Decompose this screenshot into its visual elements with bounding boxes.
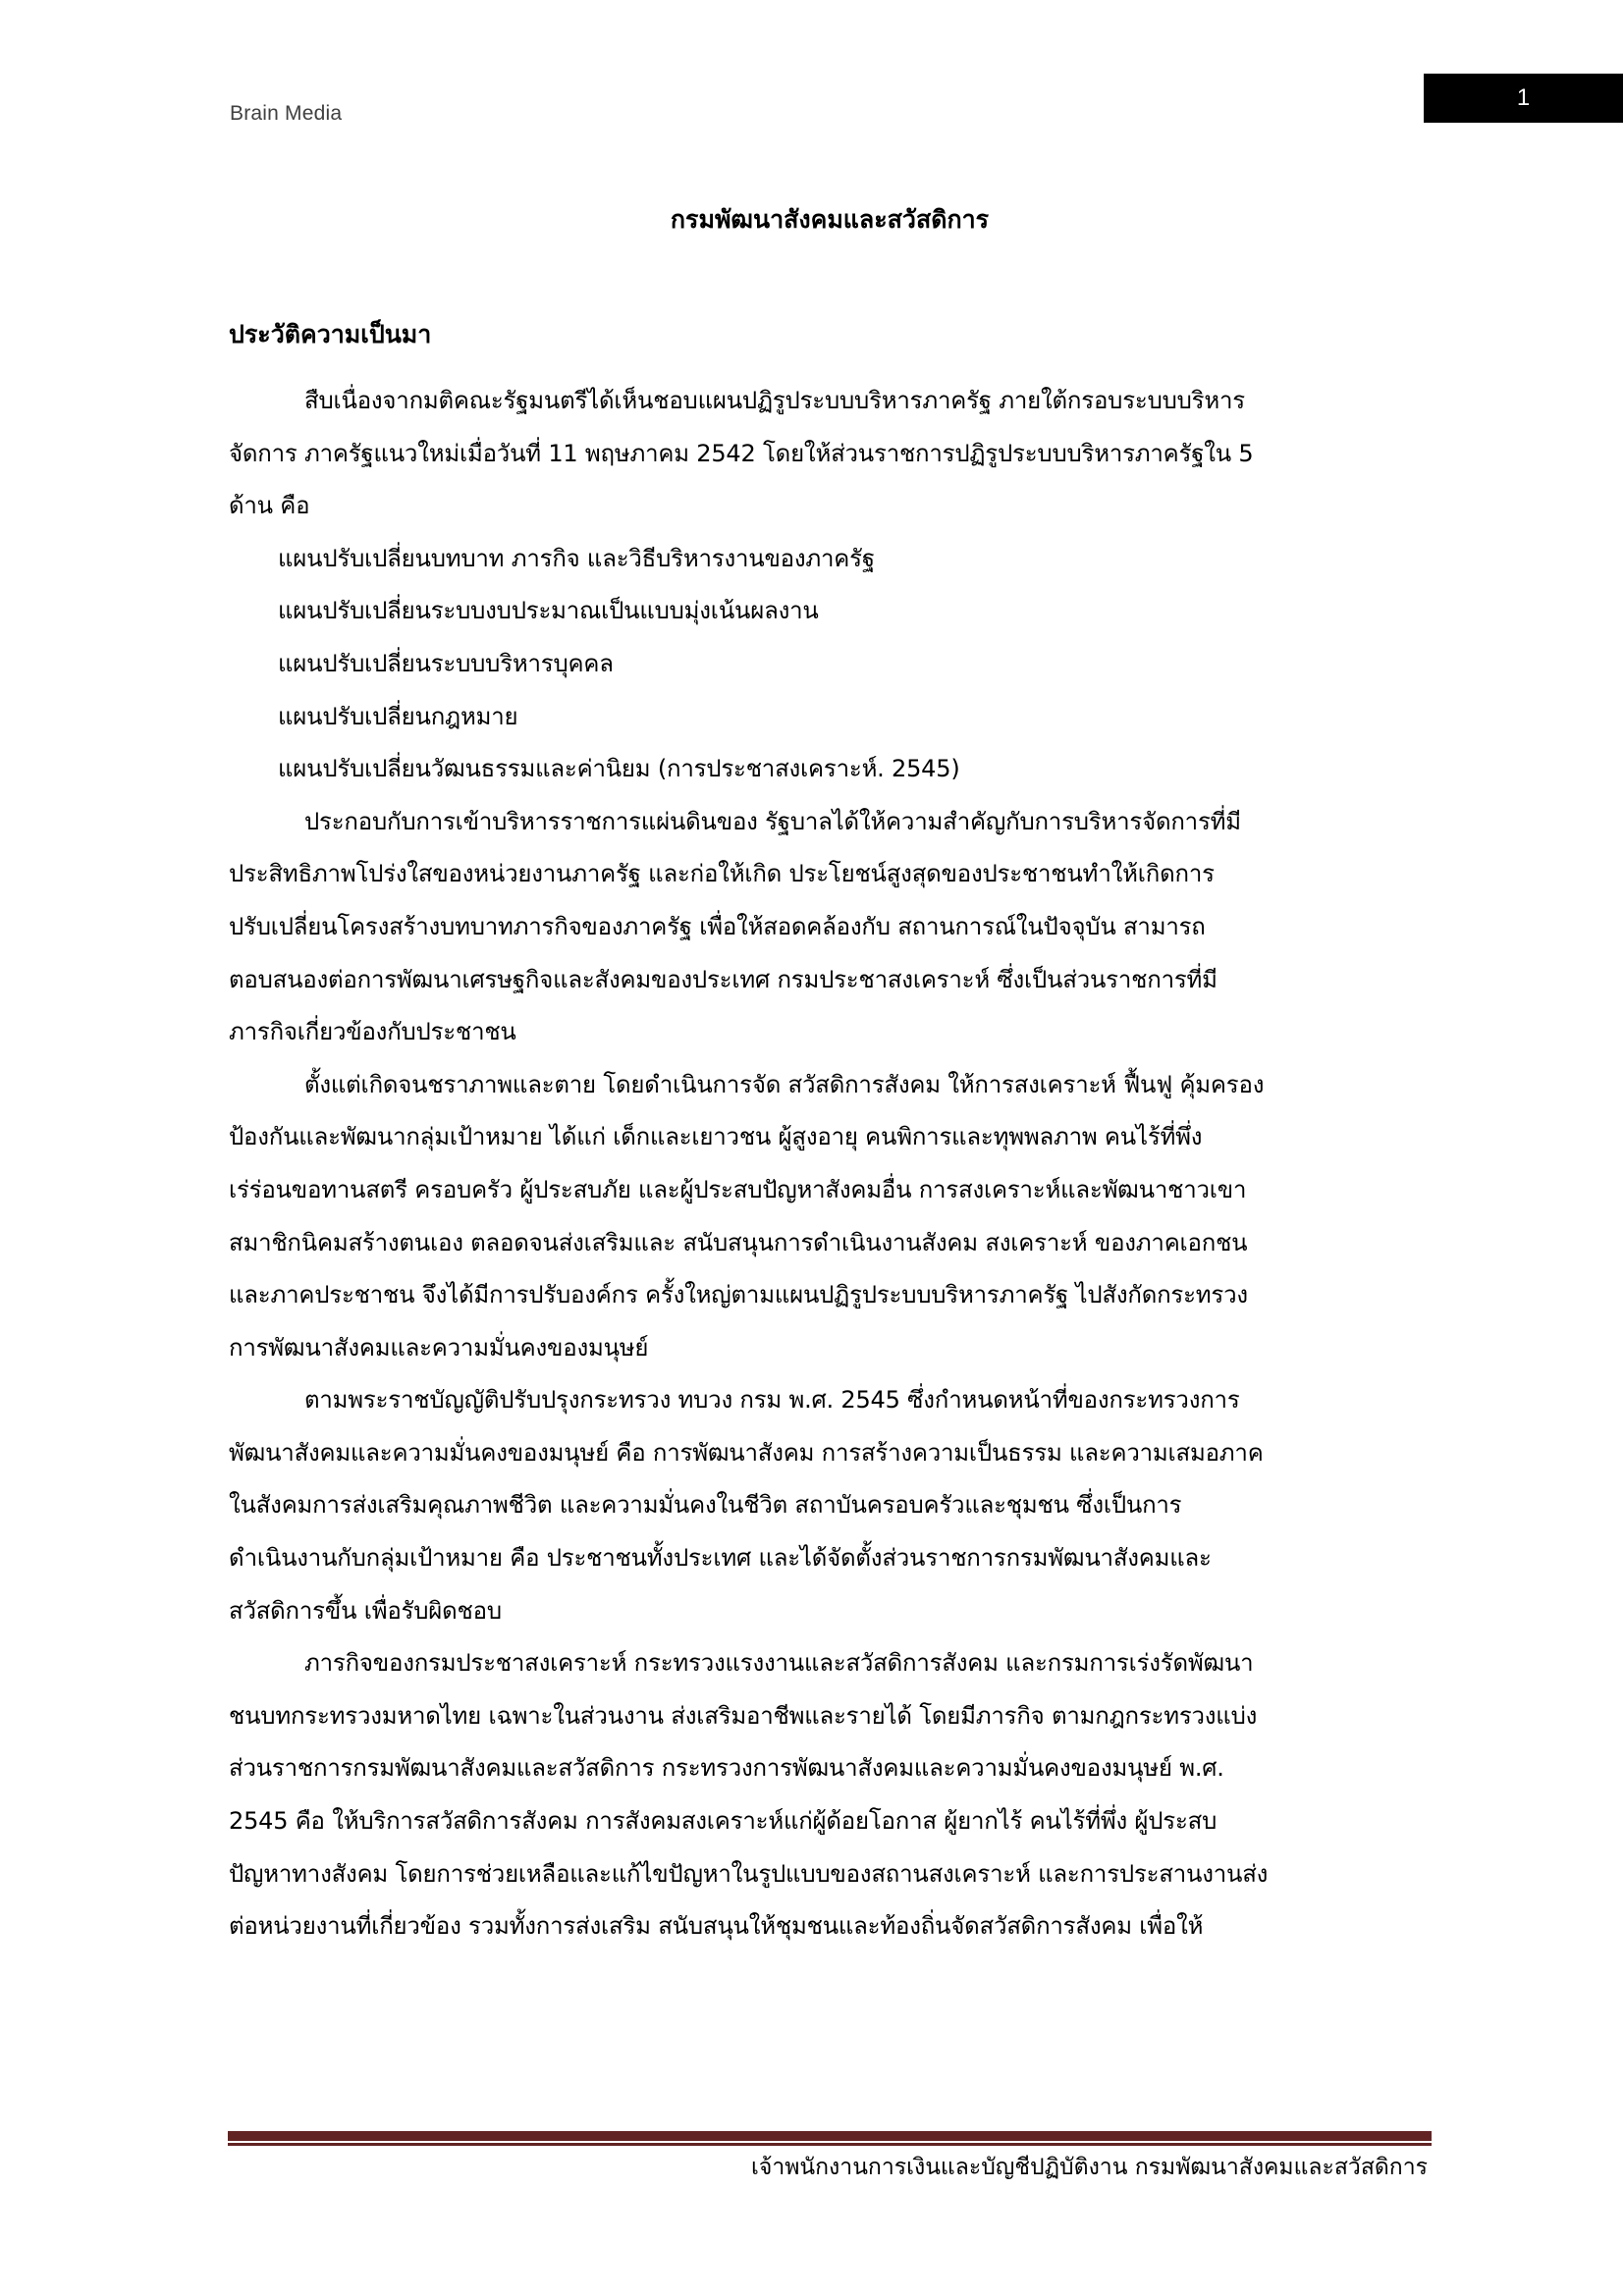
list-item: แผนปรับเปลี่ยนระบบงบประมาณเป็นแบบมุ่งเน้นผลงาน xyxy=(278,597,819,625)
running-header: Brain Media xyxy=(230,102,343,125)
body-line: สวัสดิการขึ้น เพื่อรับผิดชอบ xyxy=(229,1596,502,1625)
list-item: แผนปรับเปลี่ยนวัฒนธรรมและค่านิยม (การประชาสงเคราะห์. 2545) xyxy=(278,755,960,783)
body-line: ตอบสนองต่อการพัฒนาเศรษฐกิจและสังคมของประเทศ กรมประชาสงเคราะห์ ซึ่งเป็นส่วนราชการที่มี xyxy=(229,965,1218,993)
body-line: พัฒนาสังคมและความมั่นคงของมนุษย์ คือ การพัฒนาสังคม การสร้างความเป็นธรรม และความเสมอภาค xyxy=(229,1438,1264,1467)
body-line: ประสิทธิภาพโปร่งใสของหน่วยงานภาครัฐ และก่อให้เกิด ประโยชน์สูงสุดของประชาชนทำให้เกิดการ xyxy=(229,860,1215,888)
body-line: ปัญหาทางสังคม โดยการช่วยเหลือและแก้ไขปัญหาในรูปแบบของสถานสงเคราะห์ และการประสานงานส่ง xyxy=(229,1859,1269,1888)
list-item: แผนปรับเปลี่ยนกฎหมาย xyxy=(278,702,518,730)
body-line: ดำเนินงานกับกลุ่มเป้าหมาย คือ ประชาชนทั้งประเทศ และได้จัดตั้งส่วนราชการกรมพัฒนาสังคมและ xyxy=(229,1544,1212,1573)
body-line: จัดการ ภาครัฐแนวใหม่เมื่อวันที่ 11 พฤษภาคม 2542 โดยให้ส่วนราชการปฏิรูประบบบริหารภาครัฐใน 5 xyxy=(229,439,1254,467)
page-number-badge xyxy=(1424,74,1623,123)
body-line: ประกอบกับการเข้าบริหารราชการแผ่นดินของ รัฐบาลได้ให้ความสำคัญกับการบริหารจัดการที่มี xyxy=(304,807,1241,835)
body-line: ชนบทกระทรวงมหาดไทย เฉพาะในส่วนงาน ส่งเสริมอาชีพและรายได้ โดยมีภารกิจ ตามกฎกระทรวงแบ่ง xyxy=(229,1701,1258,1730)
running-footer: เจ้าพนักงานการเงินและบัญชีปฏิบัติงาน กรมพัฒนาสังคมและสวัสดิการ xyxy=(750,2155,1428,2180)
document-title: กรมพัฒนาสังคมและสวัสดิการ xyxy=(670,205,990,234)
section-heading: ประวัติความเป็นมา xyxy=(229,320,432,348)
body-line: ตามพระราชบัญญัติปรับปรุงกระทรวง ทบวง กรม พ.ศ. 2545 ซึ่งกำหนดหน้าที่ของกระทรวงการ xyxy=(304,1386,1240,1415)
page-number: 1 xyxy=(1516,84,1531,111)
body-line: ป้องกันและพัฒนากลุ่มเป้าหมาย ได้แก่ เด็กและเยาวชน ผู้สูงอายุ คนพิการและทุพพลภาพ คนไร้ที่พึ่ง xyxy=(229,1123,1203,1151)
body-line: 2545 คือ ให้บริการสวัสดิการสังคม การสังคมสงเคราะห์แก่ผู้ด้อยโอกาส ผู้ยากไร้ คนไร้ที่พึ่ง ผู้ประสบ xyxy=(229,1807,1218,1836)
body-line: ภารกิจของกรมประชาสงเคราะห์ กระทรวงแรงงานและสวัสดิการสังคม และกรมการเร่งรัดพัฒนา xyxy=(304,1649,1254,1678)
body-line: เร่ร่อนขอทานสตรี ครอบครัว ผู้ประสบภัย และผู้ประสบปัญหาสังคมอื่น การสงเคราะห์และพัฒนาชาวเขา xyxy=(229,1175,1247,1203)
body-line: และภาคประชาชน จึงได้มีการปรับองค์กร ครั้งใหญ่ตามแผนปฏิรูประบบบริหารภาครัฐ ไปสังกัดกระทรวง xyxy=(229,1281,1248,1309)
list-item: แผนปรับเปลี่ยนระบบบริหารบุคคล xyxy=(278,649,614,677)
footer-divider-thin xyxy=(228,2143,1432,2146)
body-line: ด้าน คือ xyxy=(229,492,310,520)
body-line: ปรับเปลี่ยนโครงสร้างบทบาทภารกิจของภาครัฐ เพื่อให้สอดคล้องกับ สถานการณ์ในปัจจุบัน สามารถ xyxy=(229,912,1206,940)
body-line: สืบเนื่องจากมติคณะรัฐมนตรีได้เห็นชอบแผนปฏิรูประบบบริหารภาครัฐ ภายใต้กรอบระบบบริหาร xyxy=(304,387,1245,414)
list-item: แผนปรับเปลี่ยนบทบาท ภารกิจ และวิธีบริหารงานของภาครัฐ xyxy=(278,544,875,572)
body-line: ตั้งแต่เกิดจนชราภาพและตาย โดยดำเนินการจัด สวัสดิการสังคม ให้การสงเคราะห์ ฟื้นฟู คุ้มครอง xyxy=(304,1070,1265,1098)
body-line: สมาชิกนิคมสร้างตนเอง ตลอดจนส่งเสริมและ สนับสนุนการดำเนินงานสังคม สงเคราะห์ ของภาคเอกชน xyxy=(229,1228,1248,1256)
body-line: การพัฒนาสังคมและความมั่นคงของมนุษย์ xyxy=(229,1333,649,1362)
body-text xyxy=(229,375,1436,1953)
body-line: ส่วนราชการกรมพัฒนาสังคมและสวัสดิการ กระทรวงการพัฒนาสังคมและความมั่นคงของมนุษย์ พ.ศ. xyxy=(229,1754,1224,1783)
body-line: ในสังคมการส่งเสริมคุณภาพชีวิต และความมั่นคงในชีวิต สถาบันครอบครัวและชุมชน ซึ่งเป็นการ xyxy=(229,1491,1182,1520)
footer-divider-thick xyxy=(228,2131,1432,2141)
body-line: ต่อหน่วยงานที่เกี่ยวข้อง รวมทั้งการส่งเสริม สนับสนุนให้ชุมชนและท้องถิ่นจัดสวัสดิการสังคม เพื่อให้ xyxy=(229,1912,1204,1941)
body-line: ภารกิจเกี่ยวข้องกับประชาชน xyxy=(229,1018,516,1046)
